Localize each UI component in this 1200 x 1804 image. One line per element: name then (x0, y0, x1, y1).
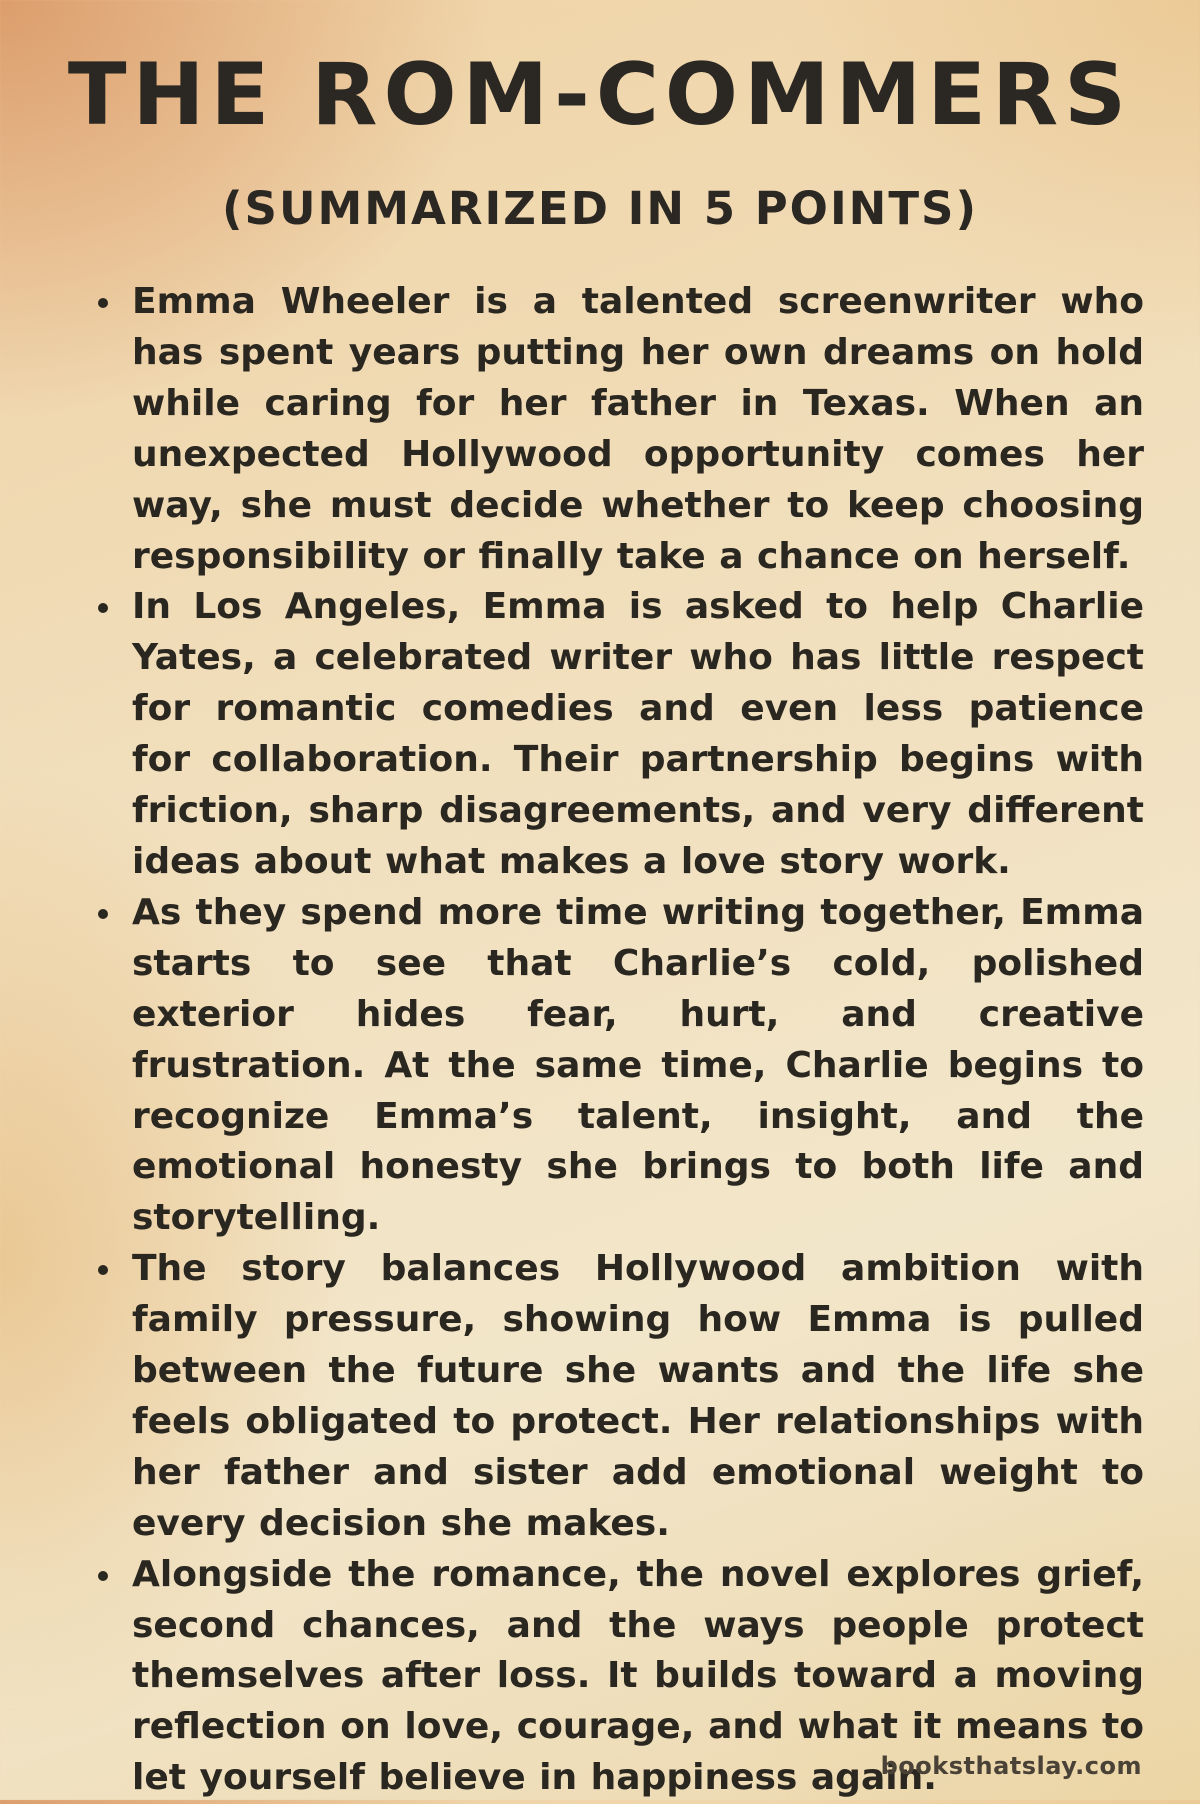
summary-point-text: Alongside the romance, the novel explores grief, second chances, and the ways people protect themselves after loss. It builds toward a moving reflection on love, courage, and what it means to let yourself believe in happiness again. (132, 1553, 1144, 1799)
bullet-dot-icon (98, 1571, 108, 1581)
bullet-dot-icon (98, 298, 108, 308)
bullet-dot-icon (98, 909, 108, 919)
page-title: THE ROM-COMMERS (67, 45, 1133, 145)
summary-point-3 (98, 888, 1144, 1244)
page-subtitle: (SUMMARIZED IN 5 POINTS) (221, 182, 979, 235)
summary-points-list (98, 277, 1144, 1804)
summary-point-text: The story balances Hollywood ambition with family pressure, showing how Emma is pulled between the future she wants and the life she feels obligated to protect. Her relationships with her father and sister add emotional weight to every decision she makes. (132, 1248, 1144, 1544)
summary-point-1 (98, 277, 1144, 582)
summary-point-text: As they spend more time writing together, Emma starts to see that Charlie’s cold, polished exterior hides fear, hurt, and creative frustration. At the same time, Charlie begins to recognize Emma’s talent, insight, and the emotional honesty she brings to both life and storytelling. (132, 891, 1144, 1239)
bullet-dot-icon (98, 1265, 108, 1275)
site-url: booksthatslay.com (880, 1752, 1142, 1780)
summary-point-2 (98, 582, 1144, 887)
summary-point-4 (98, 1244, 1144, 1549)
summary-point-text: In Los Angeles, Emma is asked to help Charlie Yates, a celebrated writer who has little respect for romantic comedies and even less patience for collaboration. Their partnership begins with friction, sharp disagreements, and very different ideas about what makes a love story work. (132, 586, 1144, 882)
bullet-dot-icon (98, 603, 108, 613)
summary-point-text: Emma Wheeler is a talented screenwriter who has spent years putting her own dreams on hold while caring for her father in Texas. When an unexpected Hollywood opportunity comes her way, she must decide whether to keep choosing responsibility or finally take a chance on herself. (132, 281, 1144, 577)
